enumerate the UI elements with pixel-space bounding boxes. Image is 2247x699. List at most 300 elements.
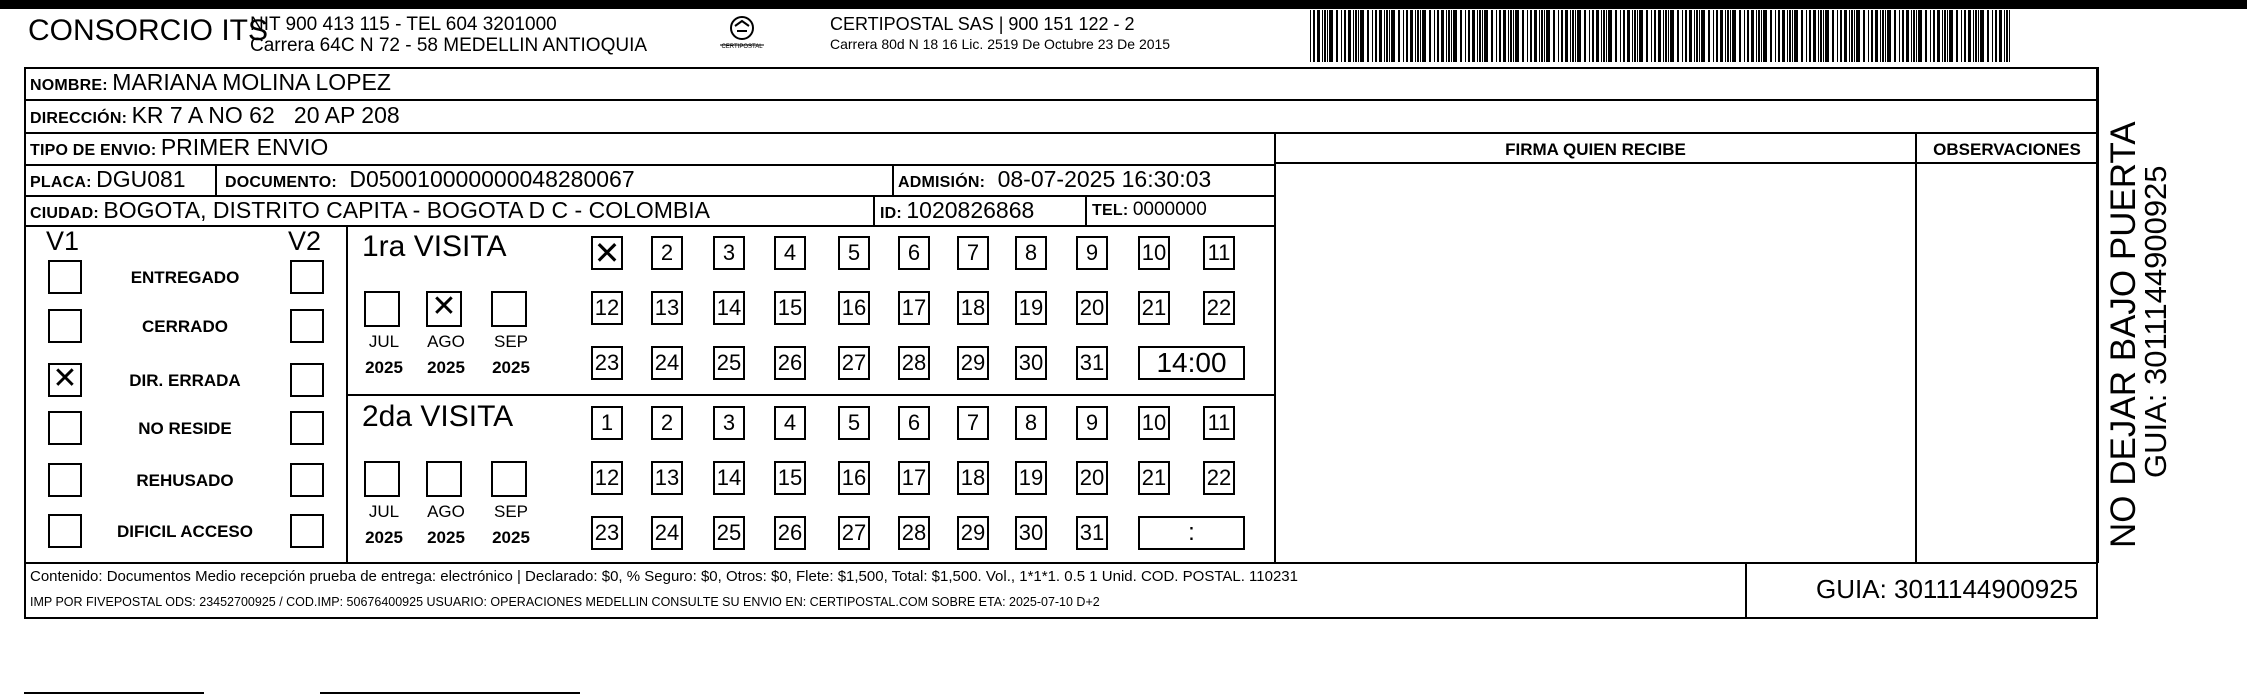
barcode-bar xyxy=(1596,10,1599,62)
tel-value: 0000000 xyxy=(1132,199,1207,220)
barcode-bar xyxy=(1499,10,1501,62)
barcode-bar xyxy=(1317,10,1320,62)
barcode-bar xyxy=(1751,10,1754,62)
day-box[interactable]: 31 xyxy=(1076,516,1108,550)
barcode-bar xyxy=(1391,10,1395,62)
v2-checkbox[interactable] xyxy=(290,411,324,445)
barcode-bar xyxy=(1832,10,1834,62)
day-box[interactable]: 9 xyxy=(1076,236,1108,270)
barcode-bar xyxy=(1561,10,1563,62)
barcode-bar xyxy=(1386,10,1388,62)
barcode-bar xyxy=(1809,10,1811,62)
barcode-bar xyxy=(1355,10,1357,62)
day-box[interactable]: 7 xyxy=(957,406,989,440)
month-label: JUL xyxy=(368,332,400,351)
barcode-bar xyxy=(1584,10,1586,62)
day-box[interactable]: 4 xyxy=(774,406,806,440)
barcode-bar xyxy=(1451,10,1452,62)
day-box[interactable]: 6 xyxy=(898,406,930,440)
day-box[interactable]: 25 xyxy=(713,516,745,550)
day-box[interactable]: 24 xyxy=(651,346,683,380)
status-label: REHUSADO xyxy=(136,471,234,490)
barcode-bar xyxy=(1575,10,1576,62)
barcode-bar xyxy=(1863,10,1865,62)
v2-label: V2 xyxy=(288,226,322,256)
barcode-bar xyxy=(1849,10,1850,62)
year-label: 2025 xyxy=(365,528,403,547)
day-box[interactable]: 11 xyxy=(1203,236,1235,270)
day-box[interactable]: 27 xyxy=(838,346,870,380)
barcode-bar xyxy=(1460,10,1462,62)
barcode-bar xyxy=(1851,10,1853,62)
day-box[interactable]: 23 xyxy=(591,346,623,380)
day-box[interactable]: 16 xyxy=(838,291,870,325)
day-box[interactable]: 3 xyxy=(713,406,745,440)
barcode-bar xyxy=(2006,10,2008,62)
barcode-bar xyxy=(1911,10,1912,62)
v2-checkbox[interactable] xyxy=(290,363,324,397)
barcode-bar xyxy=(1871,10,1873,62)
barcode-bar xyxy=(1713,10,1714,62)
barcode-bar xyxy=(1770,10,1772,62)
month-label: AGO xyxy=(427,332,465,351)
barcode-bar xyxy=(1918,10,1922,62)
month-checkbox[interactable] xyxy=(364,461,400,497)
barcode-bar xyxy=(1608,10,1612,62)
barcode-bar xyxy=(1778,10,1780,62)
day-box[interactable]: 15 xyxy=(774,291,806,325)
address-row xyxy=(30,102,400,129)
day-box[interactable]: 26 xyxy=(774,516,806,550)
day-box[interactable]: 12 xyxy=(591,291,623,325)
barcode-bar xyxy=(1902,10,1904,62)
day-box[interactable]: 6 xyxy=(898,236,930,270)
barcode-bar xyxy=(1410,10,1413,62)
barcode-bar xyxy=(1623,10,1625,62)
barcode-bar xyxy=(1389,10,1390,62)
day-box[interactable]: 20 xyxy=(1076,461,1108,495)
month-label: SEP xyxy=(493,502,529,521)
barcode-bar xyxy=(2004,10,2005,62)
barcode-bar xyxy=(1975,10,1977,62)
name-row xyxy=(30,69,391,96)
barcode-bar xyxy=(1406,10,1408,62)
barcode-bar xyxy=(1420,10,1421,62)
barcode-bar xyxy=(1818,10,1819,62)
barcode-bar xyxy=(1434,10,1435,62)
day-box[interactable]: 22 xyxy=(1203,291,1235,325)
barcode-bar xyxy=(1534,10,1537,62)
barcode-bar xyxy=(1379,10,1382,62)
v1-label: V1 xyxy=(46,226,80,256)
plate-cell xyxy=(30,166,186,193)
v1-checkbox[interactable] xyxy=(48,411,82,445)
city-cell xyxy=(30,197,710,224)
barcode-bar xyxy=(1913,10,1915,62)
day-box[interactable]: 14 xyxy=(713,291,745,325)
barcode-bar xyxy=(1522,10,1524,62)
day-box[interactable]: 19 xyxy=(1015,461,1047,495)
day-box[interactable]: 10 xyxy=(1138,406,1170,440)
barcode-bar xyxy=(1324,10,1326,62)
imp-line: IMP POR FIVEPOSTAL ODS: 23452700925 / COD.IMP: 50676400925 USUARIO: OPERACIONES MEDELLIN CONSULTE SU ENVIO EN: CERTIPOSTAL.COM SOBRE ETA: 2025-07-10 D+2 xyxy=(30,595,1100,609)
content-line: Contenido: Documentos Medio recepción prueba de entrega: electrónico | Declarado: $0, % Seguro: $0, Otros: $0, Flete: $1,500, Total: $1,500. Vol., 1*1*1. 0.5 1 Unid. COD. POSTAL. 110231 xyxy=(30,568,1298,585)
status-label: NO RESIDE xyxy=(138,419,232,438)
barcode-bar xyxy=(1446,10,1447,62)
plate-value: DGU081 xyxy=(96,166,186,192)
day-box[interactable]: 19 xyxy=(1015,291,1047,325)
barcode-bar xyxy=(1403,10,1404,62)
barcode-bar xyxy=(1358,10,1359,62)
barcode-bar xyxy=(1885,10,1886,62)
day-box[interactable]: 29 xyxy=(957,516,989,550)
barcode-bar xyxy=(1310,10,1311,62)
day-box[interactable]: 11 xyxy=(1203,406,1235,440)
day-box[interactable]: 26 xyxy=(774,346,806,380)
month-checkbox[interactable] xyxy=(426,461,462,497)
day-box[interactable]: 1 xyxy=(591,406,623,440)
year-label: 2025 xyxy=(427,358,465,377)
barcode-bar xyxy=(1685,10,1687,62)
barcode-bar xyxy=(1696,10,1698,62)
v2-checkbox[interactable] xyxy=(290,514,324,548)
day-box[interactable]: 4 xyxy=(774,236,806,270)
barcode-bar xyxy=(1925,10,1927,62)
signature-header: FIRMA QUIEN RECIBE xyxy=(1505,140,1686,159)
top-edge-bar xyxy=(0,0,2247,9)
barcode-bar xyxy=(1639,10,1643,62)
barcode-bar xyxy=(1606,10,1607,62)
barcode-bar xyxy=(1823,10,1824,62)
plate-label: PLACA: xyxy=(30,174,92,191)
document-label: DOCUMENTO: xyxy=(225,174,337,191)
day-box[interactable]: 8 xyxy=(1015,236,1047,270)
day-box[interactable]: 31 xyxy=(1076,346,1108,380)
time-box[interactable]: 14:00 xyxy=(1138,346,1245,380)
barcode-bar xyxy=(1336,10,1338,62)
nit-line: NIT 900 413 115 - TEL 604 3201000 xyxy=(250,14,557,35)
barcode-bar xyxy=(1313,10,1315,62)
barcode-bar xyxy=(1930,10,1931,62)
barcode-bar xyxy=(1491,10,1493,62)
barcode-bar xyxy=(1344,10,1346,62)
day-box[interactable]: 30 xyxy=(1015,346,1047,380)
barcode-bar xyxy=(1856,10,1860,62)
document-value: D050010000000048280067 xyxy=(349,166,635,192)
day-box[interactable]: 14 xyxy=(713,461,745,495)
observations-header: OBSERVACIONES xyxy=(1933,140,2081,159)
barcode-bar xyxy=(1503,10,1506,62)
month-checkbox[interactable]: ✕ xyxy=(426,291,462,327)
barcode-bar xyxy=(1775,10,1776,62)
barcode-bar xyxy=(1544,10,1545,62)
day-box[interactable]: 25 xyxy=(713,346,745,380)
barcode-bar xyxy=(1949,10,1953,62)
barcode-bar xyxy=(1887,10,1891,62)
barcode-bar xyxy=(1933,10,1935,62)
barcode-bar xyxy=(1868,10,1869,62)
carrier-line: CERTIPOSTAL SAS | 900 151 122 - 2 xyxy=(830,14,1135,34)
day-box[interactable]: 15 xyxy=(774,461,806,495)
day-box[interactable]: 8 xyxy=(1015,406,1047,440)
barcode-bar xyxy=(1646,10,1648,62)
barcode-bar xyxy=(1995,10,1997,62)
barcode-bar xyxy=(1353,10,1354,62)
barcode-bar xyxy=(1627,10,1630,62)
day-box[interactable]: 12 xyxy=(591,461,623,495)
v2-checkbox[interactable] xyxy=(290,309,324,343)
v1-checkbox[interactable] xyxy=(48,260,82,294)
barcode-bar xyxy=(1348,10,1351,62)
status-label: CERRADO xyxy=(142,317,228,336)
day-box[interactable]: 22 xyxy=(1203,461,1235,495)
barcode-bar xyxy=(1727,10,1729,62)
barcode-bar xyxy=(2009,10,2010,62)
barcode-bar xyxy=(1825,10,1829,62)
recipient-name: MARIANA MOLINA LOPEZ xyxy=(112,69,391,95)
barcode-bar xyxy=(1482,10,1483,62)
barcode-bar xyxy=(1882,10,1884,62)
barcode-bar xyxy=(1916,10,1917,62)
barcode-bar xyxy=(1739,10,1741,62)
barcode-bar xyxy=(1341,10,1342,62)
barcode-bar xyxy=(1677,10,1679,62)
day-box[interactable]: 2 xyxy=(651,236,683,270)
time-box[interactable]: : xyxy=(1138,516,1245,550)
id-cell xyxy=(880,197,1034,224)
barcode-bar xyxy=(1973,10,1974,62)
barcode-bar xyxy=(1980,10,1984,62)
city-value: BOGOTA, DISTRITO CAPITA - BOGOTA D C - COLOMBIA xyxy=(103,197,710,223)
day-box[interactable]: 9 xyxy=(1076,406,1108,440)
barcode xyxy=(1310,10,2016,62)
day-box[interactable]: 30 xyxy=(1015,516,1047,550)
barcode-bar xyxy=(1468,10,1470,62)
barcode-bar xyxy=(1592,10,1594,62)
day-box[interactable]: 23 xyxy=(591,516,623,550)
footer-guide: GUIA: 3011144900925 xyxy=(1816,574,2079,604)
barcode-bar xyxy=(1465,10,1466,62)
barcode-bar xyxy=(1694,10,1695,62)
day-box[interactable]: 20 xyxy=(1076,291,1108,325)
barcode-bar xyxy=(1670,10,1674,62)
v2-checkbox[interactable] xyxy=(290,260,324,294)
barcode-bar xyxy=(1720,10,1723,62)
barcode-bar xyxy=(1577,10,1581,62)
admission-label: ADMISIÓN: xyxy=(898,174,986,191)
logo-text: CERTIPOSTAL xyxy=(721,44,763,50)
day-box[interactable]: 7 xyxy=(957,236,989,270)
barcode-bar xyxy=(1978,10,1979,62)
id-label: ID: xyxy=(880,205,902,222)
day-box[interactable]: 28 xyxy=(898,346,930,380)
id-value: 1020826868 xyxy=(906,197,1035,223)
v1-checkbox[interactable] xyxy=(48,309,82,343)
shipment-type: PRIMER ENVIO xyxy=(160,134,329,160)
day-box[interactable]: 13 xyxy=(651,461,683,495)
barcode-bar xyxy=(1422,10,1426,62)
v1-checkbox[interactable] xyxy=(48,514,82,548)
day-box[interactable]: 27 xyxy=(838,516,870,550)
side-notice: NO DEJAR BAJO PUERTA xyxy=(2104,121,2143,548)
barcode-bar xyxy=(1944,10,1946,62)
barcode-bar xyxy=(1539,10,1540,62)
admission-value: 08-07-2025 16:30:03 xyxy=(997,166,1212,192)
barcode-bar xyxy=(1651,10,1652,62)
barcode-bar xyxy=(1360,10,1364,62)
barcode-bar xyxy=(1837,10,1838,62)
visit-title: 1ra VISITA xyxy=(362,230,507,263)
barcode-bar xyxy=(1546,10,1550,62)
brand-name: CONSORCIO ITS xyxy=(28,14,269,47)
v1-checkbox[interactable]: ✕ xyxy=(48,363,82,397)
barcode-bar xyxy=(1665,10,1667,62)
barcode-bar xyxy=(1840,10,1842,62)
barcode-bar xyxy=(1854,10,1855,62)
month-checkbox[interactable] xyxy=(491,291,527,327)
barcode-bar xyxy=(1787,10,1788,62)
barcode-bar xyxy=(1794,10,1798,62)
barcode-bar xyxy=(1756,10,1757,62)
barcode-bar xyxy=(1484,10,1488,62)
v1-checkbox[interactable] xyxy=(48,463,82,497)
barcode-bar xyxy=(1689,10,1692,62)
month-label: JUL xyxy=(368,502,400,521)
document-cell xyxy=(225,166,635,193)
barcode-bar xyxy=(1668,10,1669,62)
barcode-bar xyxy=(1956,10,1958,62)
barcode-bar xyxy=(1510,10,1512,62)
day-box[interactable]: 16 xyxy=(838,461,870,495)
status-label: ENTREGADO xyxy=(130,268,240,287)
barcode-bar xyxy=(1789,10,1791,62)
day-box[interactable]: 3 xyxy=(713,236,745,270)
barcode-bar xyxy=(1322,10,1323,62)
barcode-bar xyxy=(1477,10,1478,62)
barcode-bar xyxy=(1565,10,1568,62)
barcode-bar xyxy=(1589,10,1590,62)
type-label: TIPO DE ENVIO: xyxy=(30,142,157,159)
day-box[interactable]: ✕ xyxy=(591,236,623,270)
barcode-bar xyxy=(1634,10,1636,62)
barcode-bar xyxy=(1553,10,1555,62)
status-label: DIR. ERRADA xyxy=(129,371,241,390)
day-box[interactable]: 21 xyxy=(1138,461,1170,495)
day-box[interactable]: 17 xyxy=(898,291,930,325)
barcode-bar xyxy=(1398,10,1400,62)
barcode-bar xyxy=(1964,10,1966,62)
day-box[interactable]: 21 xyxy=(1138,291,1170,325)
sender-address: Carrera 64C N 72 - 58 MEDELLIN ANTIOQUIA xyxy=(250,35,648,56)
barcode-bar xyxy=(1570,10,1571,62)
barcode-bar xyxy=(1744,10,1745,62)
barcode-bar xyxy=(1758,10,1760,62)
year-label: 2025 xyxy=(492,358,530,377)
day-box[interactable]: 13 xyxy=(651,291,683,325)
barcode-bar xyxy=(1448,10,1450,62)
barcode-bar xyxy=(1572,10,1574,62)
barcode-bar xyxy=(1496,10,1497,62)
barcode-bar xyxy=(1479,10,1481,62)
day-box[interactable]: 2 xyxy=(651,406,683,440)
side-guide: GUIA: 3011144900925 xyxy=(2138,165,2173,478)
v2-checkbox[interactable] xyxy=(290,463,324,497)
barcode-bar xyxy=(1813,10,1816,62)
barcode-bar xyxy=(1806,10,1807,62)
day-box[interactable]: 10 xyxy=(1138,236,1170,270)
barcode-bar xyxy=(1942,10,1943,62)
recipient-address: KR 7 A NO 62 20 AP 208 xyxy=(131,102,400,128)
type-row xyxy=(30,134,328,161)
day-box[interactable]: 5 xyxy=(838,406,870,440)
barcode-bar xyxy=(1620,10,1621,62)
barcode-bar xyxy=(1327,10,1328,62)
barcode-bar xyxy=(1513,10,1514,62)
year-label: 2025 xyxy=(492,528,530,547)
certipostal-logo-icon xyxy=(712,14,772,56)
barcode-bar xyxy=(1699,10,1700,62)
barcode-bar xyxy=(1937,10,1940,62)
barcode-bar xyxy=(1429,10,1431,62)
barcode-bar xyxy=(1801,10,1803,62)
barcode-bar xyxy=(1992,10,1993,62)
barcode-bar xyxy=(1603,10,1605,62)
barcode-bar xyxy=(1515,10,1519,62)
tel-cell xyxy=(1092,199,1207,221)
barcode-bar xyxy=(1508,10,1509,62)
barcode-bar xyxy=(1663,10,1664,62)
barcode-bar xyxy=(1961,10,1962,62)
barcode-bar xyxy=(1725,10,1726,62)
day-box[interactable]: 17 xyxy=(898,461,930,495)
admission-cell xyxy=(898,166,1211,193)
barcode-bar xyxy=(1441,10,1444,62)
barcode-bar xyxy=(1894,10,1896,62)
barcode-bar xyxy=(1384,10,1385,62)
barcode-bar xyxy=(1730,10,1731,62)
barcode-bar xyxy=(1968,10,1971,62)
barcode-bar xyxy=(1527,10,1528,62)
month-checkbox[interactable] xyxy=(364,291,400,327)
day-box[interactable]: 29 xyxy=(957,346,989,380)
barcode-bar xyxy=(1792,10,1793,62)
barcode-bar xyxy=(1472,10,1475,62)
year-label: 2025 xyxy=(365,358,403,377)
day-box[interactable]: 24 xyxy=(651,516,683,550)
barcode-bar xyxy=(1615,10,1617,62)
barcode-bar xyxy=(1453,10,1457,62)
day-box[interactable]: 18 xyxy=(957,291,989,325)
barcode-bar xyxy=(1708,10,1710,62)
barcode-bar xyxy=(1999,10,2002,62)
barcode-bar xyxy=(1654,10,1656,62)
status-label: DIFICIL ACCESO xyxy=(116,522,253,541)
barcode-bar xyxy=(1682,10,1683,62)
barcode-bar xyxy=(1437,10,1439,62)
day-box[interactable]: 18 xyxy=(957,461,989,495)
carrier-address: Carrera 80d N 18 16 Lic. 2519 De Octubre 23 De 2015 xyxy=(830,36,1171,52)
barcode-bar xyxy=(1763,10,1767,62)
day-box[interactable]: 28 xyxy=(898,516,930,550)
day-box[interactable]: 5 xyxy=(838,236,870,270)
barcode-bar xyxy=(1601,10,1602,62)
barcode-bar xyxy=(1947,10,1948,62)
barcode-bar xyxy=(1632,10,1633,62)
barcode-bar xyxy=(1367,10,1369,62)
month-checkbox[interactable] xyxy=(491,461,527,497)
city-label: CIUDAD: xyxy=(30,205,99,222)
barcode-bar xyxy=(1375,10,1377,62)
